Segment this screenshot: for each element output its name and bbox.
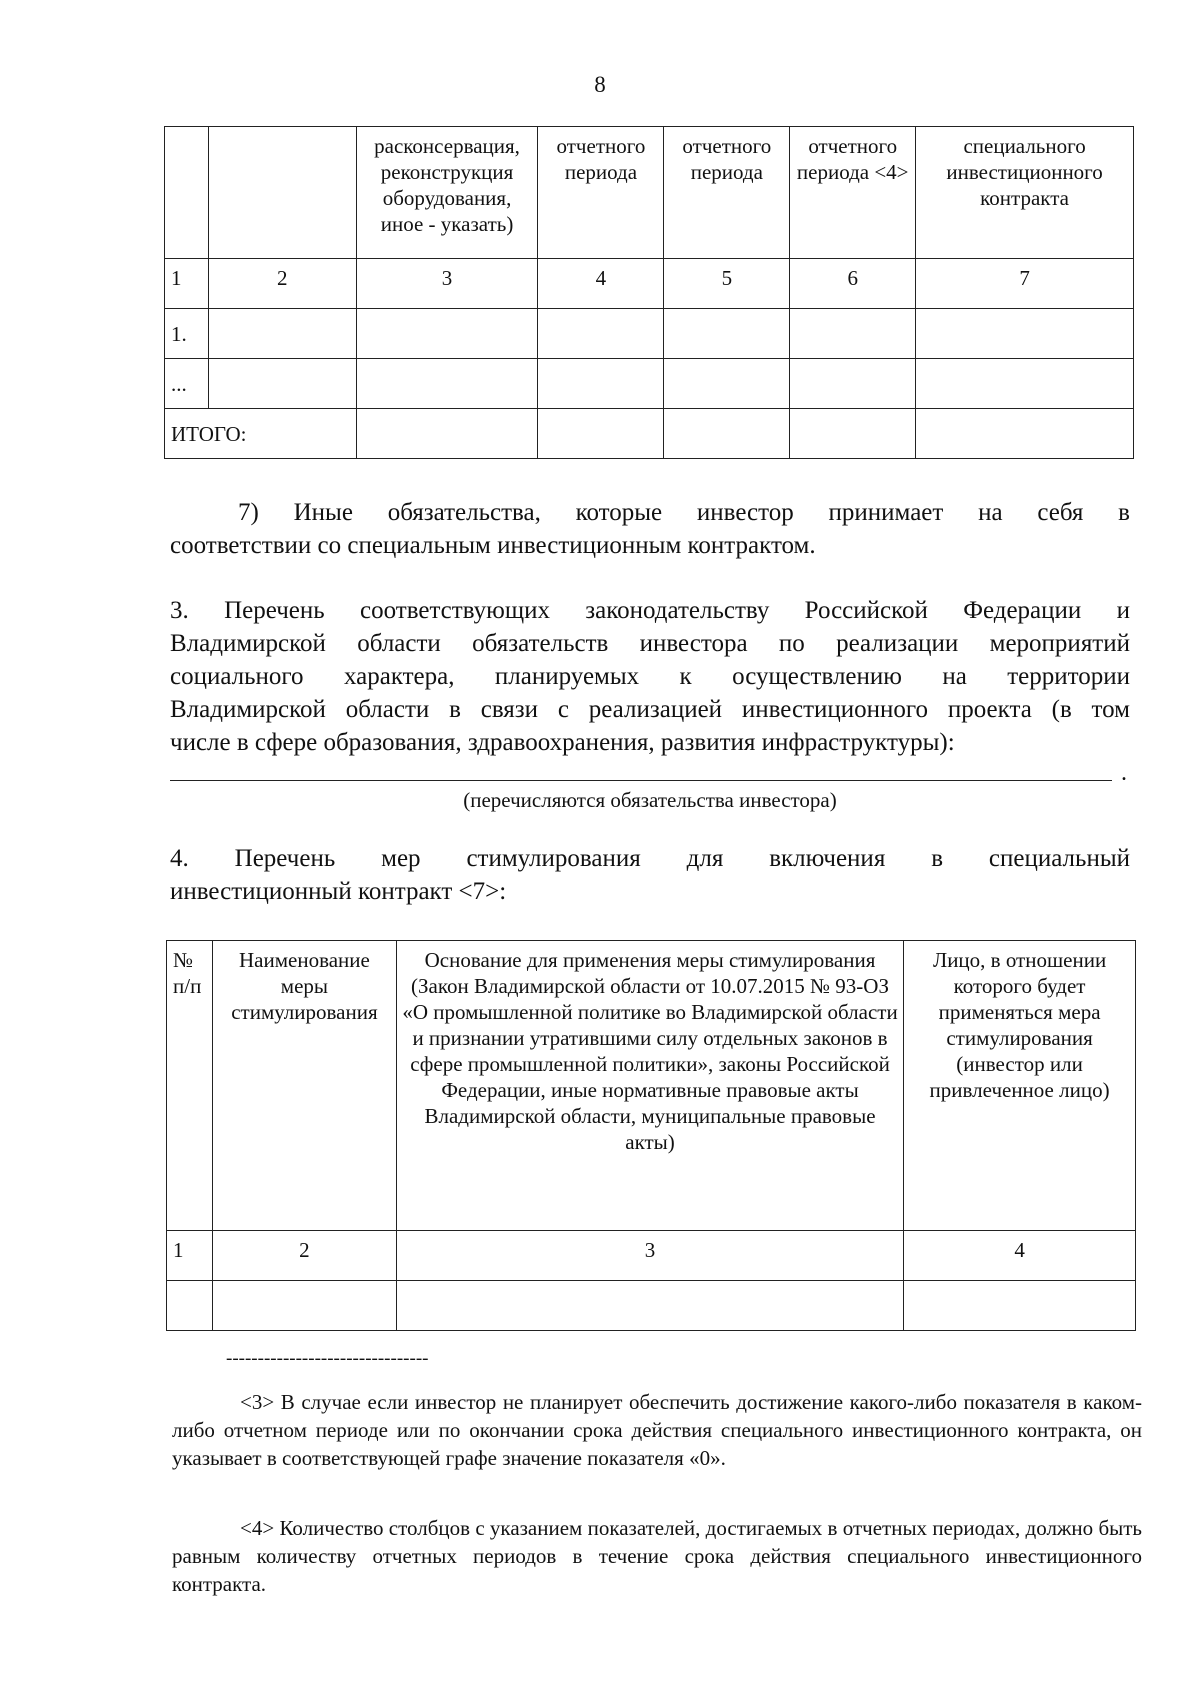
text-line: социального характера, планируемых к осуществлению на территории (170, 663, 1130, 690)
table-cell: 1 (167, 1231, 213, 1281)
table-number-row (165, 259, 1134, 309)
paragraph-7 (170, 496, 1130, 562)
table-header-cell: отчетного периода (664, 127, 790, 259)
table-row (165, 359, 1134, 409)
table-header-cell: Наименование меры стимулирования (212, 941, 396, 1231)
indicators-table-continued (164, 126, 1134, 459)
text-line: 4. Перечень мер стимулирования для включения в специальный (170, 845, 1130, 872)
footnote-separator: -------------------------------- (226, 1348, 429, 1369)
text-line: 3. Перечень соответствующих законодательству Российской Федерации и (170, 597, 1130, 624)
table-cell (165, 127, 209, 259)
table-cell (356, 359, 538, 409)
table-header-cell: Лицо, в отношении которого будет применяться мера стимулирования (инвестор или привлеченное лицо) (904, 941, 1136, 1231)
table-cell (790, 409, 916, 459)
table-header-cell: Основание для применения меры стимулирования (Закон Владимирской области от 10.07.2015 № 93-ОЗ «О промышленной политике во Владимирской области и признании утратившими силу отдельных законов в сфере промышленной политики», законы Российской Федерации, иные нормативные правовые акты Владимирской области, муниципальные правовые акты) (396, 941, 903, 1231)
table-header-cell: расконсервация, реконструкция оборудования, иное - указать) (356, 127, 538, 259)
table-cell (790, 359, 916, 409)
end-mark: . (1121, 760, 1127, 786)
total-label: ИТОГО: (165, 409, 357, 459)
table-cell (790, 309, 916, 359)
text-line: 7) Иные обязательства, которые инвестор принимает на себя в (238, 499, 1130, 526)
text-line: инвестиционный контракт <7>: (170, 878, 507, 905)
table-cell (167, 1281, 213, 1331)
text-line: числе в сфере образования, здравоохранения, развития инфраструктуры): (170, 729, 955, 756)
table-header-row (167, 941, 1136, 1231)
table-cell: 5 (664, 259, 790, 309)
table-cell (356, 309, 538, 359)
fill-in-caption: (перечисляются обязательства инвестора) (463, 788, 837, 812)
table-cell (538, 359, 664, 409)
row-label: ... (165, 359, 209, 409)
section-4 (170, 842, 1130, 908)
table-header-cell: отчетного периода <4> (790, 127, 916, 259)
table-cell (904, 1281, 1136, 1331)
table-cell (212, 1281, 396, 1331)
table-cell: 4 (538, 259, 664, 309)
table-cell (916, 359, 1134, 409)
footnote-3: <3> В случае если инвестор не планирует обеспечить достижение какого-либо показателя в каком-либо отчетном периоде или по окончании срока действия специального инвестиционного контракта, он указывает в соответствующей графе значение показателя «0». (172, 1390, 1142, 1470)
table-cell: 1 (165, 259, 209, 309)
table-number-row (167, 1231, 1136, 1281)
page-number: 8 (594, 72, 606, 97)
table-header-cell: № п/п (167, 941, 213, 1231)
table-cell: 7 (916, 259, 1134, 309)
table-cell: 3 (396, 1231, 903, 1281)
table-row (165, 309, 1134, 359)
table-cell: 4 (904, 1231, 1136, 1281)
table-cell (664, 409, 790, 459)
fill-in-line (170, 780, 1112, 781)
table-cell: 6 (790, 259, 916, 309)
table-cell (208, 359, 356, 409)
table-header-row (165, 127, 1134, 259)
table-cell (664, 309, 790, 359)
table-total-row (165, 409, 1134, 459)
table-cell: 3 (356, 259, 538, 309)
table-header-cell: специального инвестиционного контракта (916, 127, 1134, 259)
table-cell (916, 309, 1134, 359)
table-row (167, 1281, 1136, 1331)
table-cell (356, 409, 538, 459)
table-cell (396, 1281, 903, 1331)
table-cell (538, 309, 664, 359)
table-header-cell: отчетного периода (538, 127, 664, 259)
table-cell (916, 409, 1134, 459)
text-line: Владимирской области обязательств инвестора по реализации мероприятий (170, 630, 1130, 657)
table-cell (538, 409, 664, 459)
text-line: соответствии со специальным инвестиционным контрактом. (170, 532, 816, 559)
table-cell (208, 309, 356, 359)
section-3 (170, 594, 1130, 759)
table-cell (664, 359, 790, 409)
table-cell (208, 127, 356, 259)
table-cell: 2 (208, 259, 356, 309)
text-line: Владимирской области в связи с реализацией инвестиционного проекта (в том (170, 696, 1130, 723)
table-cell: 2 (212, 1231, 396, 1281)
footnote-4: <4> Количество столбцов с указанием показателей, достигаемых в отчетных периодах, должно быть равным количеству отчетных периодов в течение срока действия специального инвестиционного контракта. (172, 1516, 1142, 1596)
row-label: 1. (165, 309, 209, 359)
stimulus-measures-table (166, 940, 1136, 1331)
